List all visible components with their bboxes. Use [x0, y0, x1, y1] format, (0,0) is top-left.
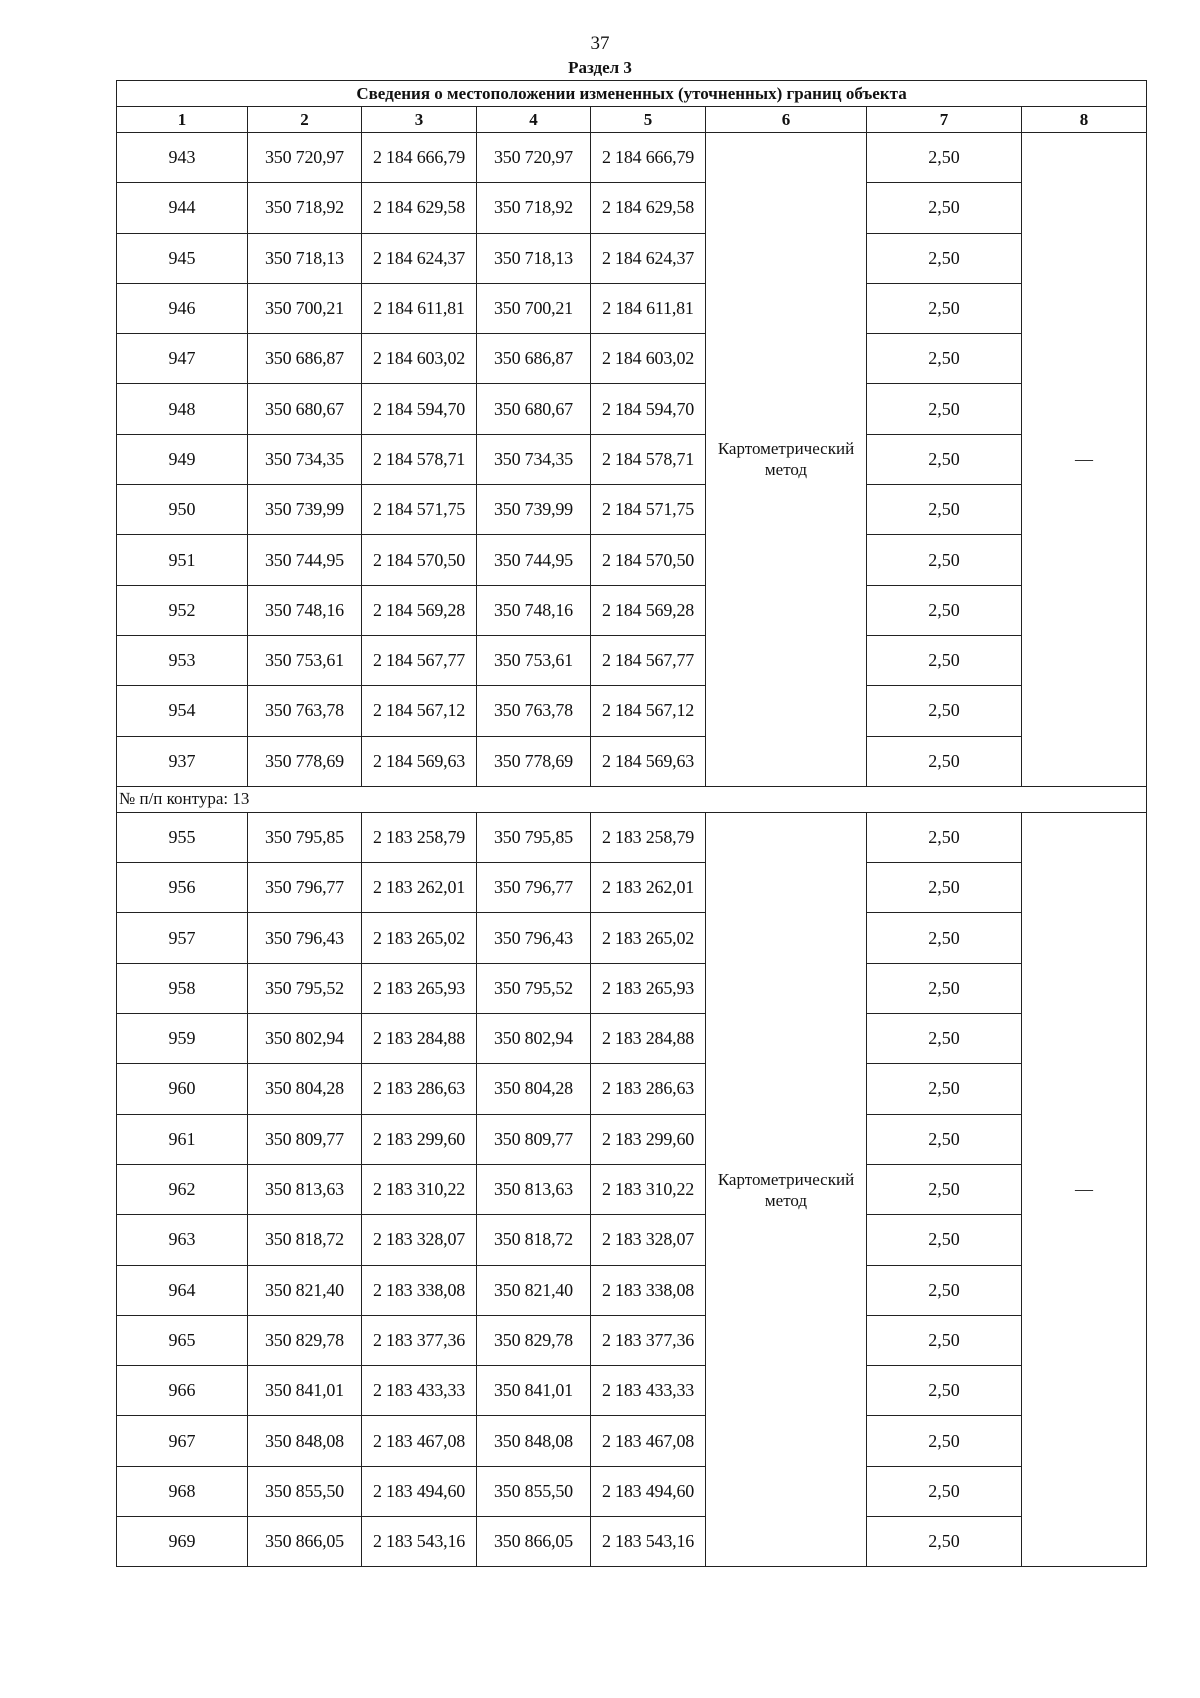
y-coordinate-cell: 2 183 310,22 [591, 1164, 706, 1214]
accuracy-cell: 2,50 [867, 686, 1022, 736]
y-coordinate-cell: 2 183 328,07 [591, 1215, 706, 1265]
table-body [117, 133, 1147, 1567]
point-number-cell: 964 [117, 1265, 248, 1315]
method-cell: Картометрический метод [706, 133, 867, 787]
y-coordinate-cell: 2 184 578,71 [591, 434, 706, 484]
x-coordinate-cell: 350 680,67 [477, 384, 591, 434]
x-coordinate-cell: 350 796,43 [477, 913, 591, 963]
point-number-cell: 965 [117, 1315, 248, 1365]
section-title: Раздел 3 [568, 58, 632, 77]
accuracy-cell: 2,50 [867, 963, 1022, 1013]
y-coordinate-cell: 2 183 377,36 [591, 1315, 706, 1365]
x-coordinate-cell: 350 821,40 [248, 1265, 362, 1315]
table-header-row [117, 107, 1147, 133]
accuracy-cell: 2,50 [867, 736, 1022, 786]
x-coordinate-cell: 350 821,40 [477, 1265, 591, 1315]
point-number-cell: 957 [117, 913, 248, 963]
y-coordinate-cell: 2 184 569,63 [362, 736, 477, 786]
y-coordinate-cell: 2 184 611,81 [362, 283, 477, 333]
x-coordinate-cell: 350 841,01 [477, 1366, 591, 1416]
column-header: 4 [477, 107, 591, 133]
table-row [117, 1164, 1147, 1214]
y-coordinate-cell: 2 184 571,75 [362, 485, 477, 535]
table-row [117, 133, 1147, 183]
point-number-cell: 963 [117, 1215, 248, 1265]
accuracy-cell: 2,50 [867, 585, 1022, 635]
point-number-cell: 943 [117, 133, 248, 183]
x-coordinate-cell: 350 829,78 [248, 1315, 362, 1365]
y-coordinate-cell: 2 183 262,01 [591, 863, 706, 913]
x-coordinate-cell: 350 818,72 [248, 1215, 362, 1265]
x-coordinate-cell: 350 795,85 [477, 812, 591, 862]
x-coordinate-cell: 350 748,16 [477, 585, 591, 635]
x-coordinate-cell: 350 680,67 [248, 384, 362, 434]
y-coordinate-cell: 2 183 265,93 [362, 963, 477, 1013]
accuracy-cell: 2,50 [867, 812, 1022, 862]
x-coordinate-cell: 350 866,05 [477, 1517, 591, 1567]
point-number-cell: 958 [117, 963, 248, 1013]
table-row [117, 233, 1147, 283]
y-coordinate-cell: 2 184 567,12 [591, 686, 706, 736]
x-coordinate-cell: 350 813,63 [477, 1164, 591, 1214]
table-row [117, 1416, 1147, 1466]
accuracy-cell: 2,50 [867, 133, 1022, 183]
x-coordinate-cell: 350 748,16 [248, 585, 362, 635]
note-cell: — [1022, 133, 1147, 787]
x-coordinate-cell: 350 841,01 [248, 1366, 362, 1416]
accuracy-cell: 2,50 [867, 283, 1022, 333]
x-coordinate-cell: 350 778,69 [477, 736, 591, 786]
point-number-cell: 960 [117, 1064, 248, 1114]
table-row [117, 913, 1147, 963]
accuracy-cell: 2,50 [867, 1215, 1022, 1265]
x-coordinate-cell: 350 700,21 [477, 283, 591, 333]
point-number-cell: 937 [117, 736, 248, 786]
accuracy-cell: 2,50 [867, 1014, 1022, 1064]
table-row [117, 686, 1147, 736]
y-coordinate-cell: 2 184 624,37 [591, 233, 706, 283]
y-coordinate-cell: 2 183 543,16 [591, 1517, 706, 1567]
y-coordinate-cell: 2 184 603,02 [591, 334, 706, 384]
y-coordinate-cell: 2 184 624,37 [362, 233, 477, 283]
point-number-cell: 962 [117, 1164, 248, 1214]
table-row [117, 535, 1147, 585]
accuracy-cell: 2,50 [867, 863, 1022, 913]
accuracy-cell: 2,50 [867, 1114, 1022, 1164]
point-number-cell: 947 [117, 334, 248, 384]
y-coordinate-cell: 2 183 338,08 [362, 1265, 477, 1315]
accuracy-cell: 2,50 [867, 1466, 1022, 1516]
y-coordinate-cell: 2 183 467,08 [591, 1416, 706, 1466]
x-coordinate-cell: 350 795,52 [248, 963, 362, 1013]
accuracy-cell: 2,50 [867, 1315, 1022, 1365]
table-row [117, 585, 1147, 635]
accuracy-cell: 2,50 [867, 1064, 1022, 1114]
point-number-cell: 946 [117, 283, 248, 333]
accuracy-cell: 2,50 [867, 535, 1022, 585]
x-coordinate-cell: 350 744,95 [248, 535, 362, 585]
x-coordinate-cell: 350 866,05 [248, 1517, 362, 1567]
x-coordinate-cell: 350 848,08 [248, 1416, 362, 1466]
point-number-cell: 948 [117, 384, 248, 434]
x-coordinate-cell: 350 809,77 [477, 1114, 591, 1164]
table-row [117, 1315, 1147, 1365]
x-coordinate-cell: 350 686,87 [477, 334, 591, 384]
table-caption: Сведения о местоположении измененных (уточненных) границ объекта [117, 81, 1147, 107]
y-coordinate-cell: 2 183 284,88 [591, 1014, 706, 1064]
y-coordinate-cell: 2 184 594,70 [362, 384, 477, 434]
y-coordinate-cell: 2 183 258,79 [362, 812, 477, 862]
accuracy-cell: 2,50 [867, 233, 1022, 283]
table-row [117, 863, 1147, 913]
point-number-cell: 968 [117, 1466, 248, 1516]
x-coordinate-cell: 350 795,52 [477, 963, 591, 1013]
coordinates-table [116, 80, 1147, 1567]
point-number-cell: 956 [117, 863, 248, 913]
accuracy-cell: 2,50 [867, 1416, 1022, 1466]
accuracy-cell: 2,50 [867, 1164, 1022, 1214]
y-coordinate-cell: 2 183 258,79 [591, 812, 706, 862]
x-coordinate-cell: 350 802,94 [248, 1014, 362, 1064]
y-coordinate-cell: 2 184 629,58 [362, 183, 477, 233]
point-number-cell: 945 [117, 233, 248, 283]
table-row [117, 283, 1147, 333]
x-coordinate-cell: 350 848,08 [477, 1416, 591, 1466]
accuracy-cell: 2,50 [867, 913, 1022, 963]
y-coordinate-cell: 2 183 299,60 [362, 1114, 477, 1164]
accuracy-cell: 2,50 [867, 1366, 1022, 1416]
x-coordinate-cell: 350 718,13 [477, 233, 591, 283]
accuracy-cell: 2,50 [867, 485, 1022, 535]
y-coordinate-cell: 2 183 433,33 [362, 1366, 477, 1416]
table-row [117, 334, 1147, 384]
method-cell: Картометрический метод [706, 812, 867, 1566]
column-header: 2 [248, 107, 362, 133]
point-number-cell: 951 [117, 535, 248, 585]
table-row [117, 812, 1147, 862]
x-coordinate-cell: 350 734,35 [248, 434, 362, 484]
y-coordinate-cell: 2 184 666,79 [362, 133, 477, 183]
y-coordinate-cell: 2 184 567,12 [362, 686, 477, 736]
accuracy-cell: 2,50 [867, 434, 1022, 484]
y-coordinate-cell: 2 184 629,58 [591, 183, 706, 233]
x-coordinate-cell: 350 796,77 [248, 863, 362, 913]
point-number-cell: 967 [117, 1416, 248, 1466]
table-row [117, 485, 1147, 535]
x-coordinate-cell: 350 686,87 [248, 334, 362, 384]
table-row [117, 963, 1147, 1013]
table-row [117, 736, 1147, 786]
x-coordinate-cell: 350 744,95 [477, 535, 591, 585]
x-coordinate-cell: 350 802,94 [477, 1014, 591, 1064]
x-coordinate-cell: 350 739,99 [248, 485, 362, 535]
accuracy-cell: 2,50 [867, 183, 1022, 233]
column-header: 1 [117, 107, 248, 133]
y-coordinate-cell: 2 184 570,50 [362, 535, 477, 585]
y-coordinate-cell: 2 183 543,16 [362, 1517, 477, 1567]
note-cell: — [1022, 812, 1147, 1566]
point-number-cell: 949 [117, 434, 248, 484]
accuracy-cell: 2,50 [867, 334, 1022, 384]
page-number: 37 [590, 33, 610, 54]
y-coordinate-cell: 2 183 433,33 [591, 1366, 706, 1416]
x-coordinate-cell: 350 734,35 [477, 434, 591, 484]
y-coordinate-cell: 2 183 286,63 [362, 1064, 477, 1114]
accuracy-cell: 2,50 [867, 1265, 1022, 1315]
x-coordinate-cell: 350 700,21 [248, 283, 362, 333]
contour-label-row [117, 786, 1147, 812]
x-coordinate-cell: 350 753,61 [477, 635, 591, 685]
x-coordinate-cell: 350 809,77 [248, 1114, 362, 1164]
x-coordinate-cell: 350 796,43 [248, 913, 362, 963]
point-number-cell: 954 [117, 686, 248, 736]
y-coordinate-cell: 2 184 570,50 [591, 535, 706, 585]
x-coordinate-cell: 350 804,28 [477, 1064, 591, 1114]
y-coordinate-cell: 2 184 611,81 [591, 283, 706, 333]
accuracy-cell: 2,50 [867, 1517, 1022, 1567]
table-row [117, 434, 1147, 484]
point-number-cell: 959 [117, 1014, 248, 1064]
x-coordinate-cell: 350 718,13 [248, 233, 362, 283]
y-coordinate-cell: 2 183 265,93 [591, 963, 706, 1013]
x-coordinate-cell: 350 804,28 [248, 1064, 362, 1114]
y-coordinate-cell: 2 183 338,08 [591, 1265, 706, 1315]
contour-label: № п/п контура: 13 [117, 786, 1147, 812]
column-header: 6 [706, 107, 867, 133]
y-coordinate-cell: 2 184 569,28 [362, 585, 477, 635]
y-coordinate-cell: 2 184 567,77 [591, 635, 706, 685]
column-header: 8 [1022, 107, 1147, 133]
x-coordinate-cell: 350 795,85 [248, 812, 362, 862]
x-coordinate-cell: 350 763,78 [477, 686, 591, 736]
y-coordinate-cell: 2 183 328,07 [362, 1215, 477, 1265]
y-coordinate-cell: 2 183 262,01 [362, 863, 477, 913]
x-coordinate-cell: 350 796,77 [477, 863, 591, 913]
x-coordinate-cell: 350 739,99 [477, 485, 591, 535]
y-coordinate-cell: 2 183 467,08 [362, 1416, 477, 1466]
column-header: 5 [591, 107, 706, 133]
y-coordinate-cell: 2 184 603,02 [362, 334, 477, 384]
x-coordinate-cell: 350 855,50 [477, 1466, 591, 1516]
point-number-cell: 952 [117, 585, 248, 635]
y-coordinate-cell: 2 183 286,63 [591, 1064, 706, 1114]
point-number-cell: 969 [117, 1517, 248, 1567]
x-coordinate-cell: 350 720,97 [477, 133, 591, 183]
table-row [117, 1366, 1147, 1416]
y-coordinate-cell: 2 183 284,88 [362, 1014, 477, 1064]
point-number-cell: 953 [117, 635, 248, 685]
table-row [117, 1466, 1147, 1516]
y-coordinate-cell: 2 184 569,28 [591, 585, 706, 635]
table-row [117, 1215, 1147, 1265]
y-coordinate-cell: 2 183 265,02 [591, 913, 706, 963]
x-coordinate-cell: 350 855,50 [248, 1466, 362, 1516]
column-header: 3 [362, 107, 477, 133]
column-header: 7 [867, 107, 1022, 133]
table-row [117, 1014, 1147, 1064]
x-coordinate-cell: 350 720,97 [248, 133, 362, 183]
x-coordinate-cell: 350 753,61 [248, 635, 362, 685]
y-coordinate-cell: 2 183 265,02 [362, 913, 477, 963]
table-row [117, 1064, 1147, 1114]
x-coordinate-cell: 350 718,92 [248, 183, 362, 233]
y-coordinate-cell: 2 184 569,63 [591, 736, 706, 786]
table-row [117, 183, 1147, 233]
x-coordinate-cell: 350 813,63 [248, 1164, 362, 1214]
point-number-cell: 944 [117, 183, 248, 233]
accuracy-cell: 2,50 [867, 635, 1022, 685]
table-row [117, 1114, 1147, 1164]
y-coordinate-cell: 2 183 494,60 [591, 1466, 706, 1516]
table-row [117, 1517, 1147, 1567]
point-number-cell: 955 [117, 812, 248, 862]
y-coordinate-cell: 2 183 377,36 [362, 1315, 477, 1365]
y-coordinate-cell: 2 184 571,75 [591, 485, 706, 535]
table-row [117, 635, 1147, 685]
y-coordinate-cell: 2 184 578,71 [362, 434, 477, 484]
point-number-cell: 966 [117, 1366, 248, 1416]
x-coordinate-cell: 350 763,78 [248, 686, 362, 736]
point-number-cell: 950 [117, 485, 248, 535]
x-coordinate-cell: 350 718,92 [477, 183, 591, 233]
y-coordinate-cell: 2 184 666,79 [591, 133, 706, 183]
table-row [117, 1265, 1147, 1315]
y-coordinate-cell: 2 183 310,22 [362, 1164, 477, 1214]
x-coordinate-cell: 350 829,78 [477, 1315, 591, 1365]
y-coordinate-cell: 2 183 494,60 [362, 1466, 477, 1516]
x-coordinate-cell: 350 778,69 [248, 736, 362, 786]
table-row [117, 384, 1147, 434]
y-coordinate-cell: 2 184 567,77 [362, 635, 477, 685]
accuracy-cell: 2,50 [867, 384, 1022, 434]
y-coordinate-cell: 2 183 299,60 [591, 1114, 706, 1164]
point-number-cell: 961 [117, 1114, 248, 1164]
y-coordinate-cell: 2 184 594,70 [591, 384, 706, 434]
x-coordinate-cell: 350 818,72 [477, 1215, 591, 1265]
